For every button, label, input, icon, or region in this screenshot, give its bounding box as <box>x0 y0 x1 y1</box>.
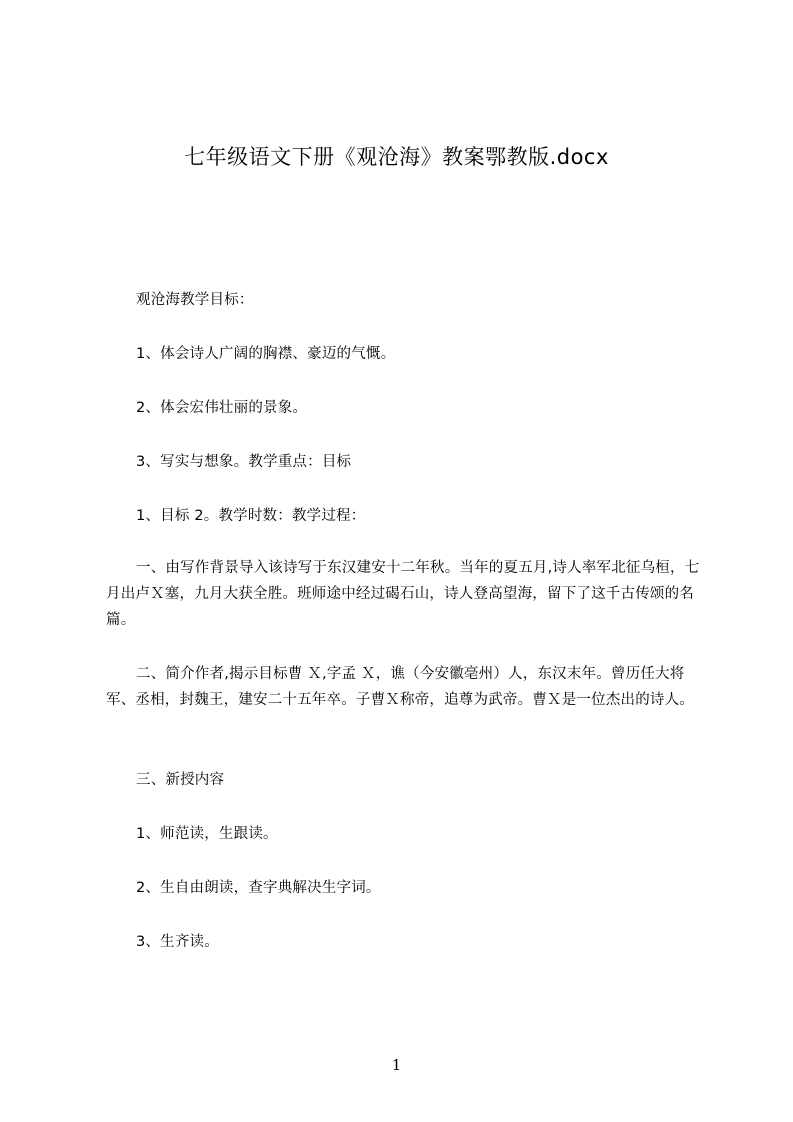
paragraph-objective-1: 1、体会诗人广阔的胸襟、豪迈的气慨。 <box>136 346 396 362</box>
page-number: 1 <box>391 1056 402 1074</box>
paragraph-objective-2: 2、体会宏伟壮丽的景象。 <box>136 400 308 416</box>
paragraph-key-points: 1、目标 2。教学时数：教学过程： <box>136 508 366 524</box>
paragraph-background: 一、由写作背景导入该诗写于东汉建安十二年秋。当年的夏五月,诗人率军北征乌桓，七月出卢Ｘ塞，九月大获全胜。班师途中经过碣石山，诗人登高望海，留下了这千古传颂的名篇。 <box>106 560 700 628</box>
paragraph-author: 二、简介作者,揭示目标曹 Ｘ,字孟 Ｘ，谯（今安徽亳州）人，东汉末年。曾历任大将军、丞相，封魏王，建安二十五年卒。子曹Ｘ称帝，追尊为武帝。曹Ｘ是一位杰出的诗人。 <box>106 666 694 708</box>
paragraph-objective-3: 3、写实与想象。教学重点：目标 <box>136 454 352 470</box>
paragraph-step-3: 3、生齐读。 <box>136 934 219 950</box>
paragraph-objectives-heading: 观沧海教学目标： <box>136 292 254 308</box>
paragraph-step-1: 1、师范读，生跟读。 <box>136 826 278 842</box>
paragraph-new-content: 三、新授内容 <box>136 772 225 788</box>
paragraph-step-2: 2、生自由朗读，查字典解决生字词。 <box>136 880 381 896</box>
document-title: 七年级语文下册《观沧海》教案鄂教版.docx <box>184 145 609 169</box>
